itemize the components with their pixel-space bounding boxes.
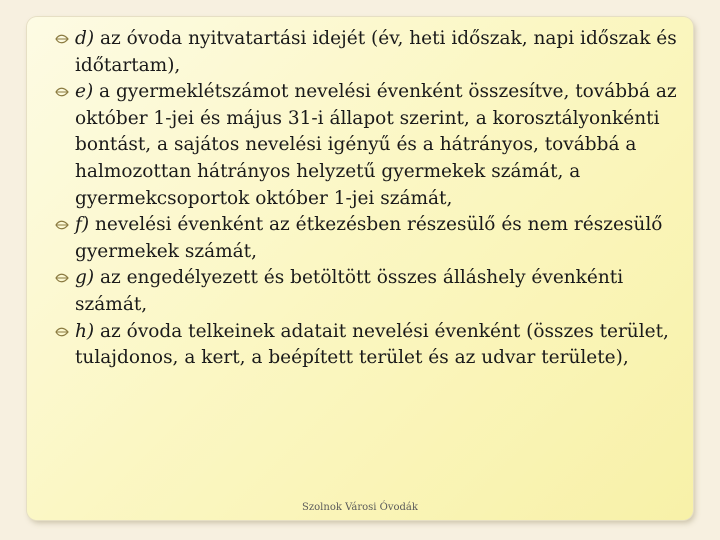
leaf-arrow-icon — [55, 326, 69, 338]
slide-footer: Szolnok Városi Óvodák — [302, 502, 418, 513]
bullet-item-g — [55, 265, 685, 318]
bullet-text: az engedélyezett és betöltött összes álláshely évenkénti számát, — [75, 267, 624, 315]
bullet-letter: g) — [75, 267, 95, 289]
leaf-arrow-icon — [55, 33, 69, 45]
bullet-letter: e) — [75, 81, 94, 103]
bullet-letter: h) — [75, 320, 95, 342]
bullet-text: az óvoda telkeinek adatait nevelési évenként (összes terület, tulajdonos, a kert, a beépített terület és az udvar területe), — [75, 320, 669, 369]
bullet-text: nevelési évenként az étkezésben részesülő és nem részesülő gyermekek számát, — [75, 214, 663, 262]
leaf-arrow-icon — [55, 86, 69, 98]
bullet-letter: f) — [75, 214, 90, 236]
bullet-item-e — [55, 79, 685, 212]
leaf-arrow-icon — [55, 272, 69, 284]
bullet-letter: d) — [75, 28, 95, 49]
bullet-item-h — [55, 319, 685, 372]
bullet-text: az óvoda nyitvatartási idejét (év, heti időszak, napi időszak és időtartam), — [75, 28, 677, 76]
bullet-item-d — [55, 26, 685, 79]
leaf-arrow-icon — [55, 219, 69, 231]
bullet-item-f — [55, 212, 685, 265]
bullet-list — [55, 26, 685, 372]
bullet-text: a gyermeklétszámot nevelési évenként összesítve, továbbá az október 1-jei és május 31-i állapot szerint, a korosztályonkénti bontást, a sajátos nevelési igényű és a hátrányos, továbbá a halmozottan hátrányos helyzetű gyermekek számát, a gyermekcsoportok október 1-jei számát, — [75, 81, 677, 209]
